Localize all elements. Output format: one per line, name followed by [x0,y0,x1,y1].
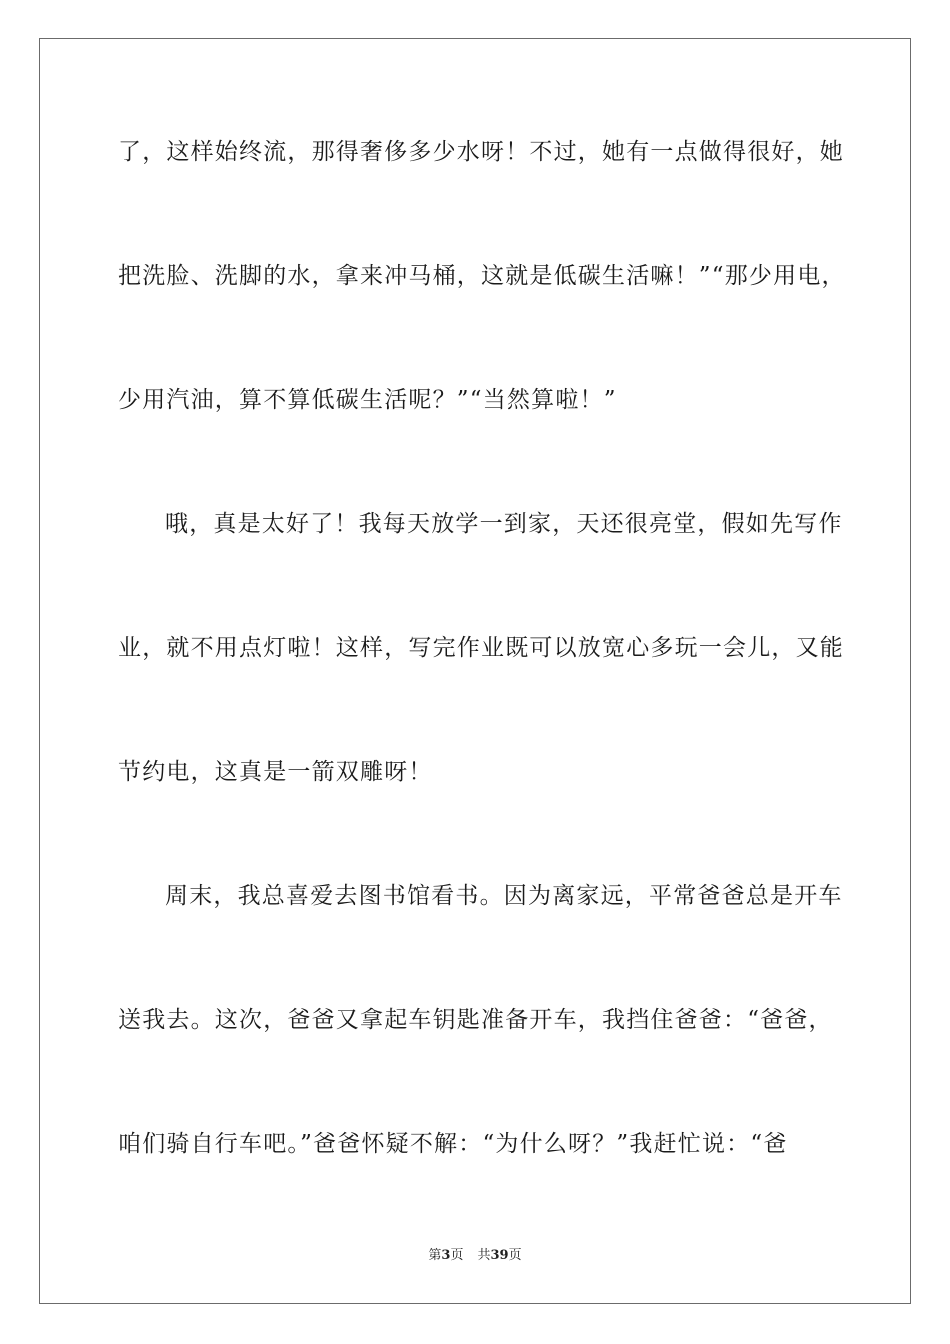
text-line-7-paragraph-start: 周末，我总喜爱去图书馆看书。因为离家远，平常爸爸总是开车 [165,883,843,909]
page-suffix: 页 [450,1248,464,1263]
page-border [39,38,911,1304]
text-line-6: 节约电，这真是一箭双雕呀！ [118,759,433,785]
text-line-2: 把洗脸、洗脚的水，拿来冲马桶，这就是低碳生活嘛！”“那少用电， [118,263,846,289]
text-line-5: 业，就不用点灯啦！这样，写完作业既可以放宽心多玩一会儿，又能 [118,635,844,661]
text-line-1: 了，这样始终流，那得奢侈多少水呀！不过，她有一点做得很好，她 [118,139,844,165]
total-prefix: 共 [477,1248,491,1263]
page-number: 3 [441,1248,451,1263]
total-suffix: 页 [508,1248,522,1263]
text-line-3: 少用汽油，算不算低碳生活呢？”“当然算啦！” [118,387,617,413]
total-pages: 39 [490,1248,509,1263]
page-footer [0,1247,950,1265]
text-line-8: 送我去。这次，爸爸又拿起车钥匙准备开车，我挡住爸爸：“爸爸， [118,1007,833,1033]
text-line-4-paragraph-start: 哦，真是太好了！我每天放学一到家，天还很亮堂，假如先写作 [165,511,843,537]
page-prefix: 第 [428,1248,442,1263]
text-line-9: 咱们骑自行车吧。”爸爸怀疑不解：“为什么呀？”我赶忙说：“爸 [118,1131,788,1157]
